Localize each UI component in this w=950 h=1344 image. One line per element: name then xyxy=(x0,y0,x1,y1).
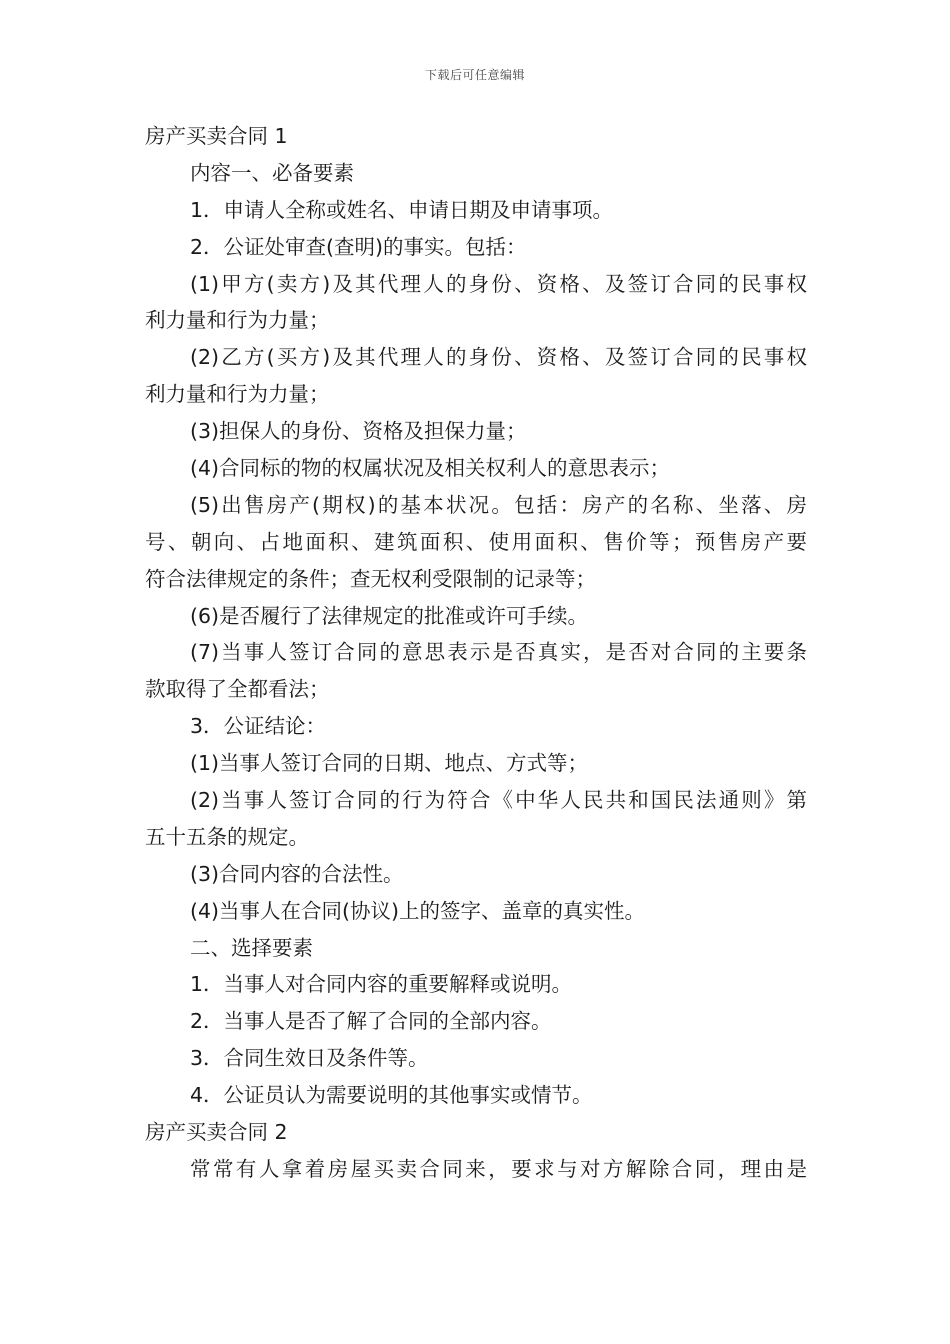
text-line: 利力量和行为力量； xyxy=(145,382,330,407)
text-line: 3．合同生效日及条件等。 xyxy=(190,1046,429,1071)
text-line: 1．当事人对合同内容的重要解释或说明。 xyxy=(190,972,573,997)
text-line: (4)合同标的物的权属状况及相关权利人的意思表示； xyxy=(190,456,671,481)
text-line: (6)是否履行了法律规定的批准或许可手续。 xyxy=(190,603,589,628)
text-line: 1．申请人全称或姓名、申请日期及申请事项。 xyxy=(190,197,614,222)
text-line: 内容一、必备要素 xyxy=(190,160,354,185)
text-line: (5)出售房产(期权)的基本状况。包括：房产的名称、坐落、房 xyxy=(190,492,807,517)
text-line: (4)当事人在合同(协议)上的签字、盖章的真实性。 xyxy=(190,898,646,923)
text-line: 款取得了全都看法； xyxy=(145,677,330,702)
document-body xyxy=(145,118,807,1188)
text-line: 房产买卖合同 2 xyxy=(145,1120,288,1145)
text-line: (3)合同内容的合法性。 xyxy=(190,861,404,886)
text-line: 2．公证处审查(查明)的事实。包括： xyxy=(190,234,527,259)
text-line: 号、朝向、占地面积、建筑面积、使用面积、售价等；预售房产要 xyxy=(145,529,807,554)
text-line: 3．公证结论： xyxy=(190,714,327,739)
text-line: (2)乙方(买方)及其代理人的身份、资格、及签订合同的民事权 xyxy=(190,345,807,370)
text-line: 符合法律规定的条件；查无权利受限制的记录等； xyxy=(145,566,596,591)
text-line: 利力量和行为力量； xyxy=(145,308,330,333)
text-line: 房产买卖合同 1 xyxy=(145,124,288,148)
text-line: (1)当事人签订合同的日期、地点、方式等； xyxy=(190,751,589,776)
text-line: 常常有人拿着房屋买卖合同来，要求与对方解除合同，理由是 xyxy=(190,1156,807,1181)
text-line: 2．当事人是否了解了合同的全部内容。 xyxy=(190,1009,552,1034)
text-line: (7)当事人签订合同的意思表示是否真实，是否对合同的主要条 xyxy=(190,640,807,665)
text-line: (2)当事人签订合同的行为符合《中华人民共和国民法通则》第 xyxy=(190,788,807,813)
text-line: 4．公证员认为需要说明的其他事实或情节。 xyxy=(190,1083,593,1108)
text-line: 二、选择要素 xyxy=(190,935,313,960)
text-line: (3)担保人的身份、资格及担保力量； xyxy=(190,419,527,444)
page-header-note: 下载后可任意编辑 xyxy=(424,68,525,82)
text-line: (1)甲方(卖方)及其代理人的身份、资格、及签订合同的民事权 xyxy=(190,271,807,296)
text-line: 五十五条的规定。 xyxy=(145,824,309,849)
